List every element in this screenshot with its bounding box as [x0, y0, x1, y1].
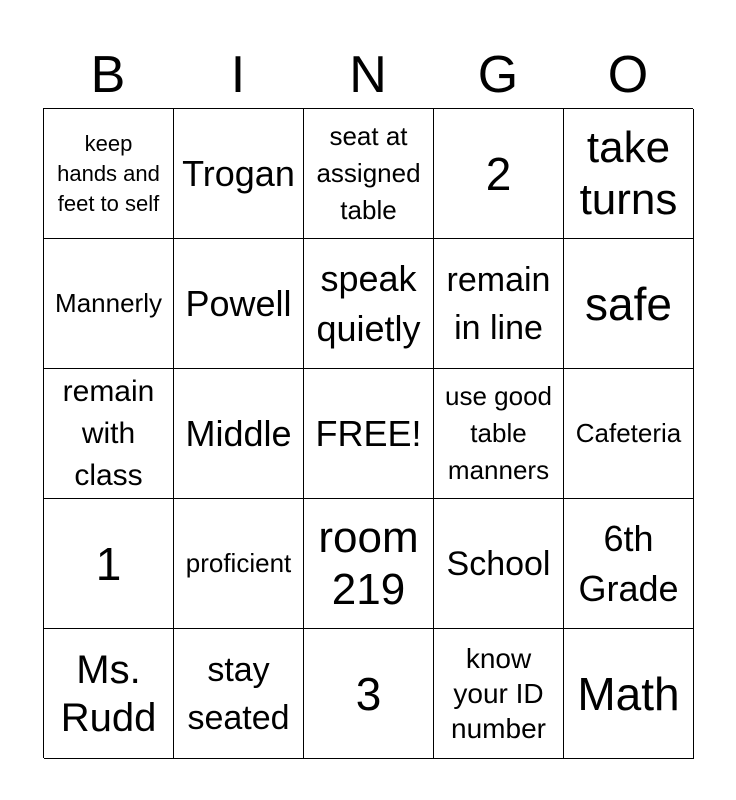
- bingo-cell-r5-c2[interactable]: [174, 629, 304, 759]
- cell-text: Math: [577, 667, 680, 720]
- cell-text: 1: [95, 537, 122, 590]
- bingo-cell-r1-c2[interactable]: [174, 109, 304, 239]
- bingo-cell-r3-c3[interactable]: [304, 369, 434, 499]
- bingo-cell-r1-c4[interactable]: [434, 109, 564, 239]
- bingo-cell-r2-c3[interactable]: [304, 239, 434, 369]
- bingo-cell-r3-c2[interactable]: [174, 369, 304, 499]
- header-letter-g: G: [477, 46, 519, 104]
- cell-text: Cafeteria: [575, 418, 682, 448]
- bingo-cell-r2-c2[interactable]: [174, 239, 304, 369]
- cell-text: Mannerly: [55, 288, 162, 318]
- cell-text: keep hands and feet to self: [57, 130, 160, 216]
- cell-text: School: [446, 544, 551, 583]
- header-letter-o: O: [607, 46, 649, 104]
- bingo-cell-r3-c5[interactable]: [564, 369, 694, 499]
- bingo-cell-r4-c2[interactable]: [174, 499, 304, 629]
- bingo-cell-r3-c4[interactable]: [434, 369, 564, 499]
- cell-text: know your ID number: [451, 643, 546, 744]
- cell-text: speak quietly: [316, 257, 421, 349]
- bingo-cell-r2-c5[interactable]: [564, 239, 694, 369]
- bingo-cell-r1-c1[interactable]: [44, 109, 174, 239]
- cell-text: 6th Grade: [578, 517, 679, 609]
- bingo-cell-r5-c4[interactable]: [434, 629, 564, 759]
- bingo-cell-r1-c5[interactable]: [564, 109, 694, 239]
- bingo-cell-r1-c3[interactable]: [304, 109, 434, 239]
- bingo-cell-r2-c1[interactable]: [44, 239, 174, 369]
- cell-text: use good table manners: [445, 381, 552, 485]
- bingo-cell-r3-c1[interactable]: [44, 369, 174, 499]
- bingo-cell-r4-c1[interactable]: [44, 499, 174, 629]
- cell-text: Ms. Rudd: [60, 647, 157, 740]
- bingo-cell-r4-c5[interactable]: [564, 499, 694, 629]
- cell-text: take turns: [579, 122, 678, 224]
- bingo-board: [43, 108, 693, 758]
- cell-text: remain in line: [446, 260, 551, 347]
- header-letter-n: N: [349, 46, 387, 104]
- cell-text: 3: [355, 667, 382, 720]
- cell-text: Middle: [185, 412, 292, 454]
- bingo-cell-r2-c4[interactable]: [434, 239, 564, 369]
- header-letter-b: B: [90, 46, 126, 104]
- bingo-cell-r4-c4[interactable]: [434, 499, 564, 629]
- bingo-cell-r4-c3[interactable]: [304, 499, 434, 629]
- cell-text: proficient: [185, 548, 292, 578]
- cell-text: 2: [485, 147, 512, 200]
- cell-text: Powell: [185, 282, 292, 324]
- bingo-cell-r5-c1[interactable]: [44, 629, 174, 759]
- cell-text: safe: [585, 277, 672, 330]
- bingo-cell-r5-c5[interactable]: [564, 629, 694, 759]
- bingo-header: [43, 42, 693, 108]
- cell-text: Trogan: [182, 152, 295, 194]
- header-letter-i: I: [230, 46, 246, 104]
- bingo-cell-r5-c3[interactable]: [304, 629, 434, 759]
- cell-text: FREE!: [315, 412, 422, 454]
- cell-text: stay seated: [187, 650, 290, 737]
- cell-text: seat at assigned table: [316, 121, 421, 225]
- cell-text: room 219: [318, 512, 419, 614]
- cell-text: remain with class: [62, 374, 155, 492]
